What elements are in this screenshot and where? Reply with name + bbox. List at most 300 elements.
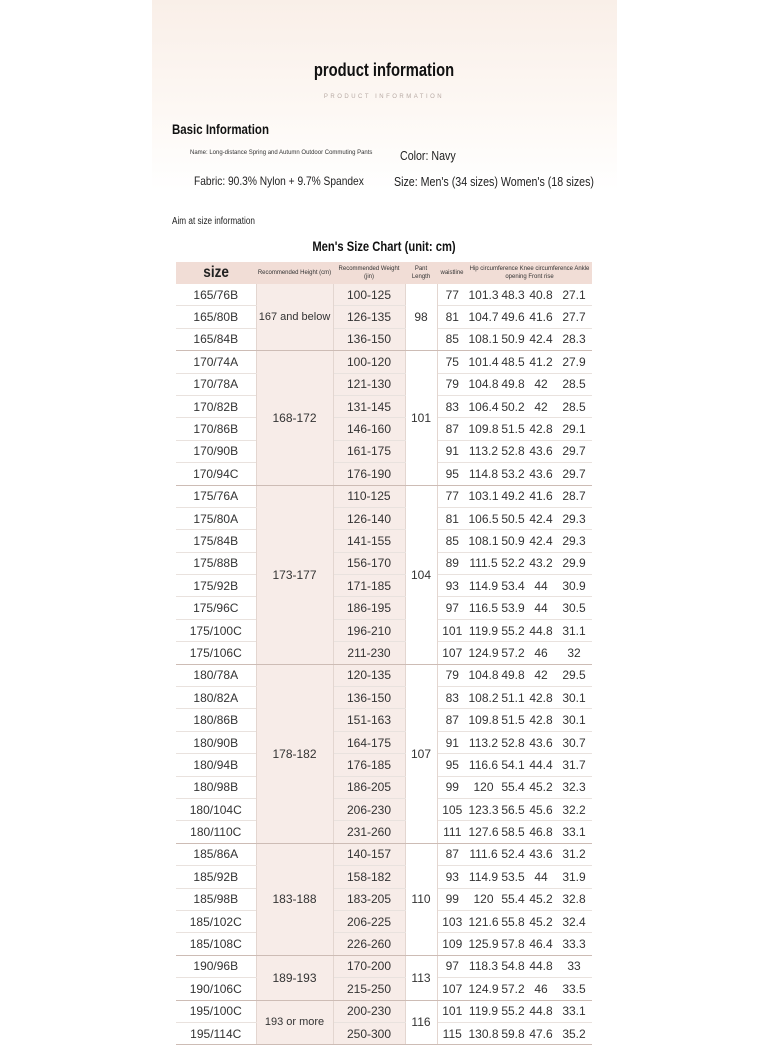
cell-hip: 120 bbox=[467, 776, 500, 798]
cell-waistline: 95 bbox=[437, 463, 467, 485]
cell-size: 190/106C bbox=[176, 978, 256, 1000]
size-chart-table bbox=[176, 262, 592, 1045]
cell-knee: 55.4 bbox=[500, 776, 526, 798]
cell-size: 170/94C bbox=[176, 463, 256, 485]
cell-height: 167 and below bbox=[256, 284, 333, 351]
cell-weight: 250-300 bbox=[333, 1022, 405, 1044]
table-row bbox=[176, 843, 592, 865]
cell-size: 170/90B bbox=[176, 440, 256, 462]
cell-pant-length: 98 bbox=[405, 284, 437, 351]
cell-front-rise: 30.5 bbox=[556, 597, 592, 619]
cell-height: 189-193 bbox=[256, 955, 333, 1000]
cell-waistline: 93 bbox=[437, 575, 467, 597]
cell-ankle: 42.4 bbox=[526, 328, 556, 350]
cell-ankle: 42 bbox=[526, 373, 556, 395]
cell-size: 165/76B bbox=[176, 284, 256, 306]
cell-front-rise: 27.1 bbox=[556, 284, 592, 306]
page-subtitle: PRODUCT INFORMATION bbox=[323, 94, 445, 100]
cell-ankle: 46 bbox=[526, 642, 556, 664]
cell-weight: 121-130 bbox=[333, 373, 405, 395]
cell-waistline: 97 bbox=[437, 597, 467, 619]
cell-hip: 109.8 bbox=[467, 418, 500, 440]
cell-hip: 120 bbox=[467, 888, 500, 910]
table-row bbox=[176, 530, 592, 552]
cell-knee: 48.5 bbox=[500, 351, 526, 373]
cell-front-rise: 29.9 bbox=[556, 552, 592, 574]
cell-ankle: 44.8 bbox=[526, 955, 556, 977]
cell-weight: 126-140 bbox=[333, 507, 405, 529]
header-height: Recommended Height (cm) bbox=[256, 262, 333, 284]
cell-size: 180/94B bbox=[176, 754, 256, 776]
header-size: size bbox=[176, 262, 256, 284]
cell-hip: 116.5 bbox=[467, 597, 500, 619]
cell-size: 175/96C bbox=[176, 597, 256, 619]
cell-height: 193 or more bbox=[256, 1000, 333, 1045]
cell-weight: 100-125 bbox=[333, 284, 405, 306]
cell-front-rise: 32.8 bbox=[556, 888, 592, 910]
cell-size: 195/100C bbox=[176, 1000, 256, 1022]
cell-hip: 108.2 bbox=[467, 687, 500, 709]
cell-front-rise: 29.3 bbox=[556, 530, 592, 552]
cell-front-rise: 28.5 bbox=[556, 395, 592, 417]
table-row bbox=[176, 552, 592, 574]
table-row bbox=[176, 507, 592, 529]
size-info-label: Aim at size information bbox=[172, 216, 255, 227]
cell-knee: 50.9 bbox=[500, 328, 526, 350]
cell-knee: 56.5 bbox=[500, 798, 526, 820]
table-row bbox=[176, 440, 592, 462]
cell-knee: 54.8 bbox=[500, 955, 526, 977]
table-row bbox=[176, 351, 592, 373]
cell-knee: 54.1 bbox=[500, 754, 526, 776]
header-measurements: Hip circumference Knee circumference Ankle opening Front rise bbox=[467, 262, 592, 284]
table-row bbox=[176, 798, 592, 820]
product-sizes: Size: Men's (34 sizes) Women's (18 sizes) bbox=[394, 174, 594, 189]
cell-ankle: 40.8 bbox=[526, 284, 556, 306]
cell-ankle: 43.6 bbox=[526, 463, 556, 485]
cell-knee: 51.1 bbox=[500, 687, 526, 709]
table-row bbox=[176, 687, 592, 709]
cell-front-rise: 31.1 bbox=[556, 619, 592, 641]
cell-front-rise: 33.3 bbox=[556, 933, 592, 955]
table-row bbox=[176, 776, 592, 798]
table-row bbox=[176, 418, 592, 440]
cell-knee: 49.8 bbox=[500, 664, 526, 686]
cell-weight: 100-120 bbox=[333, 351, 405, 373]
cell-waistline: 101 bbox=[437, 619, 467, 641]
table-row bbox=[176, 306, 592, 328]
cell-front-rise: 30.7 bbox=[556, 731, 592, 753]
product-name: Name: Long-distance Spring and Autumn Outdoor Commuting Pants bbox=[190, 150, 373, 156]
cell-front-rise: 33 bbox=[556, 955, 592, 977]
cell-size: 170/82B bbox=[176, 395, 256, 417]
cell-front-rise: 28.5 bbox=[556, 373, 592, 395]
cell-ankle: 41.2 bbox=[526, 351, 556, 373]
cell-waistline: 77 bbox=[437, 284, 467, 306]
cell-weight: 176-190 bbox=[333, 463, 405, 485]
cell-hip: 119.9 bbox=[467, 1000, 500, 1022]
cell-knee: 50.9 bbox=[500, 530, 526, 552]
cell-waistline: 81 bbox=[437, 306, 467, 328]
cell-weight: 156-170 bbox=[333, 552, 405, 574]
cell-weight: 170-200 bbox=[333, 955, 405, 977]
cell-waistline: 85 bbox=[437, 328, 467, 350]
product-fabric: Fabric: 90.3% Nylon + 9.7% Spandex bbox=[194, 174, 364, 188]
cell-front-rise: 29.3 bbox=[556, 507, 592, 529]
cell-front-rise: 35.2 bbox=[556, 1022, 592, 1044]
cell-ankle: 45.2 bbox=[526, 910, 556, 932]
table-row bbox=[176, 1000, 592, 1022]
cell-front-rise: 31.9 bbox=[556, 866, 592, 888]
cell-knee: 55.2 bbox=[500, 619, 526, 641]
cell-size: 175/84B bbox=[176, 530, 256, 552]
cell-waistline: 107 bbox=[437, 978, 467, 1000]
cell-knee: 53.5 bbox=[500, 866, 526, 888]
cell-hip: 111.5 bbox=[467, 552, 500, 574]
table-row bbox=[176, 619, 592, 641]
table-row bbox=[176, 395, 592, 417]
cell-ankle: 42.8 bbox=[526, 687, 556, 709]
page-title: product information bbox=[313, 60, 455, 80]
cell-knee: 52.8 bbox=[500, 731, 526, 753]
cell-hip: 101.3 bbox=[467, 284, 500, 306]
cell-ankle: 42.8 bbox=[526, 418, 556, 440]
cell-weight: 161-175 bbox=[333, 440, 405, 462]
section-title: Basic Information bbox=[172, 121, 269, 137]
cell-hip: 113.2 bbox=[467, 440, 500, 462]
cell-size: 170/86B bbox=[176, 418, 256, 440]
cell-hip: 124.9 bbox=[467, 978, 500, 1000]
cell-weight: 140-157 bbox=[333, 843, 405, 865]
cell-front-rise: 27.7 bbox=[556, 306, 592, 328]
cell-hip: 125.9 bbox=[467, 933, 500, 955]
cell-knee: 57.2 bbox=[500, 978, 526, 1000]
cell-weight: 131-145 bbox=[333, 395, 405, 417]
cell-hip: 124.9 bbox=[467, 642, 500, 664]
cell-knee: 50.5 bbox=[500, 507, 526, 529]
cell-weight: 151-163 bbox=[333, 709, 405, 731]
table-row bbox=[176, 373, 592, 395]
cell-waistline: 91 bbox=[437, 440, 467, 462]
cell-front-rise: 30.1 bbox=[556, 709, 592, 731]
cell-front-rise: 33.5 bbox=[556, 978, 592, 1000]
cell-knee: 52.2 bbox=[500, 552, 526, 574]
cell-pant-length: 107 bbox=[405, 664, 437, 843]
table-row bbox=[176, 597, 592, 619]
cell-knee: 52.8 bbox=[500, 440, 526, 462]
table-row bbox=[176, 1022, 592, 1044]
cell-size: 180/90B bbox=[176, 731, 256, 753]
cell-hip: 103.1 bbox=[467, 485, 500, 507]
cell-weight: 186-195 bbox=[333, 597, 405, 619]
table-header-row bbox=[176, 262, 592, 284]
cell-ankle: 42 bbox=[526, 395, 556, 417]
cell-hip: 118.3 bbox=[467, 955, 500, 977]
cell-hip: 106.5 bbox=[467, 507, 500, 529]
cell-weight: 206-225 bbox=[333, 910, 405, 932]
cell-ankle: 45.6 bbox=[526, 798, 556, 820]
cell-ankle: 41.6 bbox=[526, 306, 556, 328]
cell-size: 180/104C bbox=[176, 798, 256, 820]
cell-pant-length: 116 bbox=[405, 1000, 437, 1045]
cell-height: 183-188 bbox=[256, 843, 333, 955]
cell-waistline: 109 bbox=[437, 933, 467, 955]
cell-knee: 55.2 bbox=[500, 1000, 526, 1022]
header-weight: Recommended Weight (jin) bbox=[333, 262, 405, 284]
table-row bbox=[176, 709, 592, 731]
cell-knee: 52.4 bbox=[500, 843, 526, 865]
cell-weight: 211-230 bbox=[333, 642, 405, 664]
cell-weight: 196-210 bbox=[333, 619, 405, 641]
cell-front-rise: 32.3 bbox=[556, 776, 592, 798]
cell-pant-length: 104 bbox=[405, 485, 437, 664]
cell-waistline: 89 bbox=[437, 552, 467, 574]
table-row bbox=[176, 664, 592, 686]
header-waistline: waistline bbox=[437, 262, 467, 284]
cell-knee: 59.8 bbox=[500, 1022, 526, 1044]
cell-height: 173-177 bbox=[256, 485, 333, 664]
cell-knee: 53.9 bbox=[500, 597, 526, 619]
cell-ankle: 46 bbox=[526, 978, 556, 1000]
cell-weight: 183-205 bbox=[333, 888, 405, 910]
cell-waistline: 91 bbox=[437, 731, 467, 753]
cell-waistline: 95 bbox=[437, 754, 467, 776]
cell-size: 180/82A bbox=[176, 687, 256, 709]
cell-knee: 57.8 bbox=[500, 933, 526, 955]
cell-hip: 111.6 bbox=[467, 843, 500, 865]
cell-knee: 55.8 bbox=[500, 910, 526, 932]
cell-size: 175/80A bbox=[176, 507, 256, 529]
cell-ankle: 43.6 bbox=[526, 440, 556, 462]
cell-size: 180/78A bbox=[176, 664, 256, 686]
cell-front-rise: 29.7 bbox=[556, 440, 592, 462]
table-row bbox=[176, 642, 592, 664]
cell-hip: 114.9 bbox=[467, 866, 500, 888]
size-chart-title: Men's Size Chart (unit: cm) bbox=[312, 238, 456, 254]
cell-waistline: 81 bbox=[437, 507, 467, 529]
cell-knee: 58.5 bbox=[500, 821, 526, 843]
header-pant-length: Pant Length bbox=[405, 262, 437, 284]
cell-ankle: 44.4 bbox=[526, 754, 556, 776]
table-row bbox=[176, 328, 592, 350]
cell-front-rise: 31.7 bbox=[556, 754, 592, 776]
cell-hip: 121.6 bbox=[467, 910, 500, 932]
cell-size: 175/100C bbox=[176, 619, 256, 641]
cell-waistline: 85 bbox=[437, 530, 467, 552]
cell-ankle: 43.6 bbox=[526, 731, 556, 753]
cell-front-rise: 32.2 bbox=[556, 798, 592, 820]
cell-hip: 104.7 bbox=[467, 306, 500, 328]
cell-size: 185/98B bbox=[176, 888, 256, 910]
cell-waistline: 87 bbox=[437, 709, 467, 731]
cell-weight: 231-260 bbox=[333, 821, 405, 843]
table-row bbox=[176, 821, 592, 843]
cell-weight: 110-125 bbox=[333, 485, 405, 507]
cell-knee: 50.2 bbox=[500, 395, 526, 417]
cell-ankle: 44.8 bbox=[526, 619, 556, 641]
cell-hip: 114.9 bbox=[467, 575, 500, 597]
cell-front-rise: 33.1 bbox=[556, 821, 592, 843]
cell-waistline: 87 bbox=[437, 843, 467, 865]
cell-size: 165/80B bbox=[176, 306, 256, 328]
cell-size: 170/74A bbox=[176, 351, 256, 373]
cell-waistline: 97 bbox=[437, 955, 467, 977]
table-row bbox=[176, 910, 592, 932]
cell-waistline: 101 bbox=[437, 1000, 467, 1022]
cell-size: 180/98B bbox=[176, 776, 256, 798]
cell-size: 175/106C bbox=[176, 642, 256, 664]
table-row bbox=[176, 933, 592, 955]
cell-hip: 108.1 bbox=[467, 328, 500, 350]
cell-knee: 48.3 bbox=[500, 284, 526, 306]
cell-front-rise: 28.7 bbox=[556, 485, 592, 507]
table-row bbox=[176, 463, 592, 485]
cell-waistline: 99 bbox=[437, 776, 467, 798]
cell-ankle: 47.6 bbox=[526, 1022, 556, 1044]
cell-ankle: 44 bbox=[526, 866, 556, 888]
cell-knee: 53.2 bbox=[500, 463, 526, 485]
cell-knee: 55.4 bbox=[500, 888, 526, 910]
cell-waistline: 79 bbox=[437, 664, 467, 686]
cell-ankle: 45.2 bbox=[526, 888, 556, 910]
cell-hip: 127.6 bbox=[467, 821, 500, 843]
cell-weight: 120-135 bbox=[333, 664, 405, 686]
cell-hip: 119.9 bbox=[467, 619, 500, 641]
cell-height: 178-182 bbox=[256, 664, 333, 843]
table-row bbox=[176, 888, 592, 910]
cell-ankle: 43.6 bbox=[526, 843, 556, 865]
cell-size: 170/78A bbox=[176, 373, 256, 395]
cell-pant-length: 113 bbox=[405, 955, 437, 1000]
cell-weight: 136-150 bbox=[333, 687, 405, 709]
cell-front-rise: 29.1 bbox=[556, 418, 592, 440]
cell-ankle: 43.2 bbox=[526, 552, 556, 574]
cell-size: 180/110C bbox=[176, 821, 256, 843]
cell-size: 185/108C bbox=[176, 933, 256, 955]
table-row bbox=[176, 955, 592, 977]
cell-waistline: 87 bbox=[437, 418, 467, 440]
table-row bbox=[176, 978, 592, 1000]
cell-waistline: 99 bbox=[437, 888, 467, 910]
cell-ankle: 46.4 bbox=[526, 933, 556, 955]
cell-front-rise: 30.9 bbox=[556, 575, 592, 597]
cell-hip: 123.3 bbox=[467, 798, 500, 820]
cell-ankle: 42.4 bbox=[526, 507, 556, 529]
cell-hip: 130.8 bbox=[467, 1022, 500, 1044]
cell-front-rise: 30.1 bbox=[556, 687, 592, 709]
cell-size: 175/88B bbox=[176, 552, 256, 574]
cell-size: 165/84B bbox=[176, 328, 256, 350]
cell-size: 185/86A bbox=[176, 843, 256, 865]
cell-waistline: 93 bbox=[437, 866, 467, 888]
cell-hip: 114.8 bbox=[467, 463, 500, 485]
cell-waistline: 83 bbox=[437, 395, 467, 417]
cell-size: 180/86B bbox=[176, 709, 256, 731]
cell-ankle: 46.8 bbox=[526, 821, 556, 843]
cell-weight: 186-205 bbox=[333, 776, 405, 798]
cell-hip: 109.8 bbox=[467, 709, 500, 731]
cell-ankle: 44 bbox=[526, 597, 556, 619]
cell-front-rise: 32.4 bbox=[556, 910, 592, 932]
cell-pant-length: 101 bbox=[405, 351, 437, 485]
cell-pant-length: 110 bbox=[405, 843, 437, 955]
cell-height: 168-172 bbox=[256, 351, 333, 485]
cell-waistline: 115 bbox=[437, 1022, 467, 1044]
cell-waistline: 77 bbox=[437, 485, 467, 507]
cell-weight: 206-230 bbox=[333, 798, 405, 820]
cell-hip: 104.8 bbox=[467, 664, 500, 686]
cell-waistline: 105 bbox=[437, 798, 467, 820]
cell-hip: 101.4 bbox=[467, 351, 500, 373]
cell-weight: 200-230 bbox=[333, 1000, 405, 1022]
cell-size: 185/102C bbox=[176, 910, 256, 932]
cell-size: 185/92B bbox=[176, 866, 256, 888]
cell-waistline: 103 bbox=[437, 910, 467, 932]
cell-waistline: 75 bbox=[437, 351, 467, 373]
table-row bbox=[176, 731, 592, 753]
table-row bbox=[176, 754, 592, 776]
cell-weight: 176-185 bbox=[333, 754, 405, 776]
cell-weight: 146-160 bbox=[333, 418, 405, 440]
cell-knee: 51.5 bbox=[500, 709, 526, 731]
cell-hip: 104.8 bbox=[467, 373, 500, 395]
cell-front-rise: 29.7 bbox=[556, 463, 592, 485]
cell-ankle: 41.6 bbox=[526, 485, 556, 507]
cell-size: 195/114C bbox=[176, 1022, 256, 1044]
cell-knee: 57.2 bbox=[500, 642, 526, 664]
cell-ankle: 42 bbox=[526, 664, 556, 686]
cell-waistline: 111 bbox=[437, 821, 467, 843]
cell-weight: 215-250 bbox=[333, 978, 405, 1000]
cell-waistline: 83 bbox=[437, 687, 467, 709]
cell-weight: 171-185 bbox=[333, 575, 405, 597]
product-color: Color: Navy bbox=[400, 148, 456, 163]
cell-size: 190/96B bbox=[176, 955, 256, 977]
cell-ankle: 42.8 bbox=[526, 709, 556, 731]
cell-hip: 116.6 bbox=[467, 754, 500, 776]
cell-knee: 53.4 bbox=[500, 575, 526, 597]
cell-knee: 51.5 bbox=[500, 418, 526, 440]
table-row bbox=[176, 485, 592, 507]
cell-weight: 136-150 bbox=[333, 328, 405, 350]
cell-front-rise: 29.5 bbox=[556, 664, 592, 686]
cell-ankle: 44 bbox=[526, 575, 556, 597]
cell-weight: 141-155 bbox=[333, 530, 405, 552]
cell-front-rise: 32 bbox=[556, 642, 592, 664]
cell-front-rise: 28.3 bbox=[556, 328, 592, 350]
cell-size: 175/92B bbox=[176, 575, 256, 597]
cell-hip: 108.1 bbox=[467, 530, 500, 552]
cell-knee: 49.8 bbox=[500, 373, 526, 395]
cell-ankle: 44.8 bbox=[526, 1000, 556, 1022]
cell-hip: 113.2 bbox=[467, 731, 500, 753]
cell-waistline: 107 bbox=[437, 642, 467, 664]
table-row bbox=[176, 284, 592, 306]
cell-size: 175/76A bbox=[176, 485, 256, 507]
cell-hip: 106.4 bbox=[467, 395, 500, 417]
table-row bbox=[176, 866, 592, 888]
cell-weight: 158-182 bbox=[333, 866, 405, 888]
cell-weight: 226-260 bbox=[333, 933, 405, 955]
cell-knee: 49.2 bbox=[500, 485, 526, 507]
cell-ankle: 45.2 bbox=[526, 776, 556, 798]
cell-ankle: 42.4 bbox=[526, 530, 556, 552]
cell-weight: 164-175 bbox=[333, 731, 405, 753]
cell-front-rise: 31.2 bbox=[556, 843, 592, 865]
cell-waistline: 79 bbox=[437, 373, 467, 395]
cell-weight: 126-135 bbox=[333, 306, 405, 328]
cell-knee: 49.6 bbox=[500, 306, 526, 328]
